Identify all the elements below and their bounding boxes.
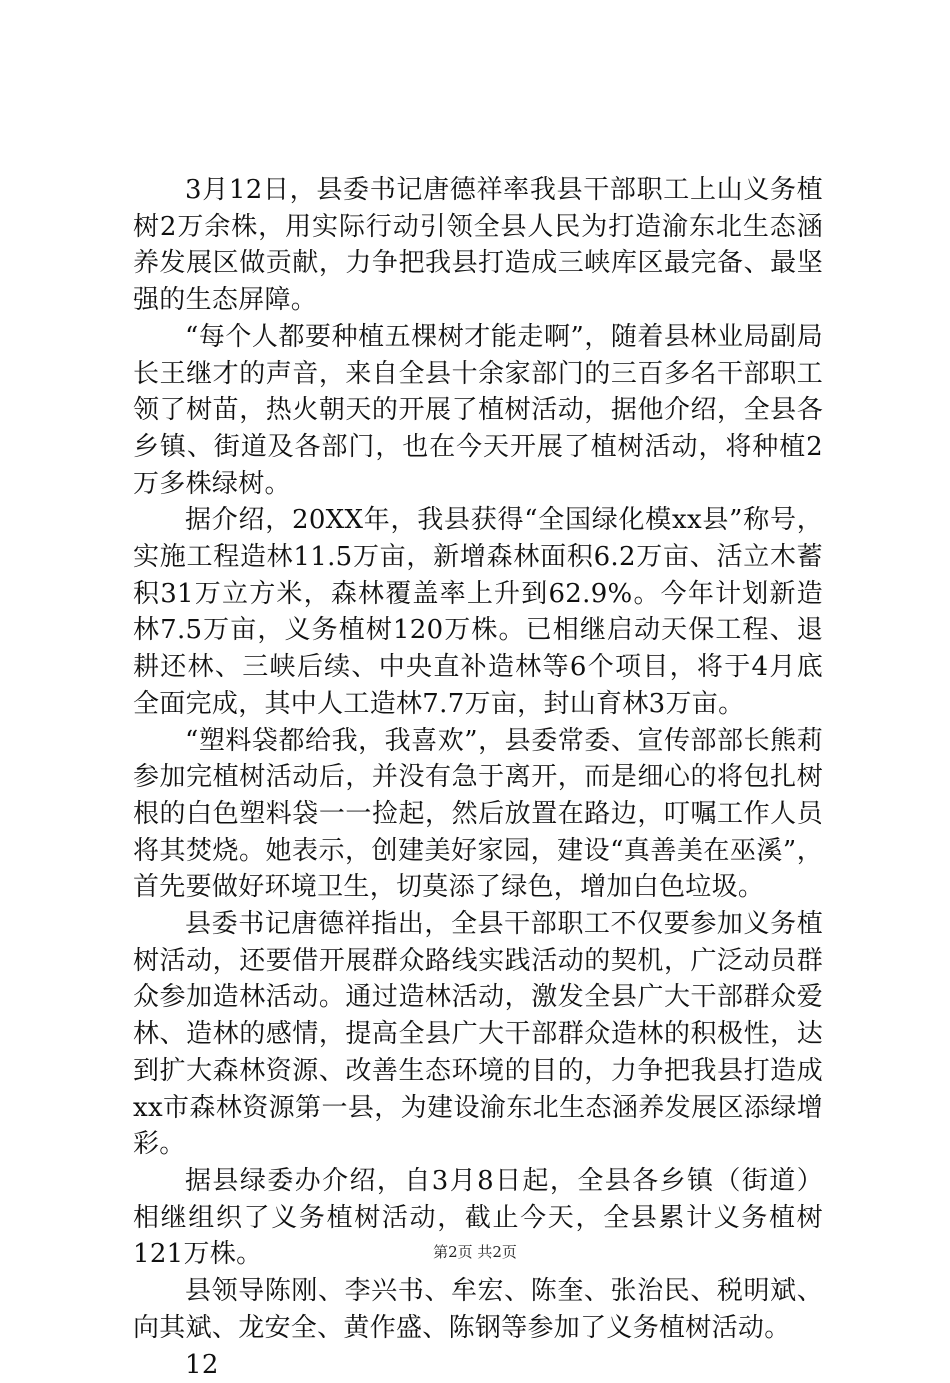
paragraph-4: “塑料袋都给我，我喜欢”，县委常委、宣传部部长熊莉参加完植树活动后，并没有急于离开，而是细心的将包扎树根的白色塑料袋一一捡起，然后放置在路边，叮嘱工作人员将其焚烧。她表示，创建美好家园，建设“真善美在巫溪”，首先要做好环境卫生，切莫添了绿色，增加白色垃圾。 xyxy=(133,723,823,907)
article-body xyxy=(133,172,823,1383)
paragraph-8: 12 xyxy=(133,1347,823,1383)
paragraph-1: 3月12日，县委书记唐德祥率我县干部职工上山义务植树2万余株，用实际行动引领全县人民为打造渝东北生态涵养发展区做贡献，力争把我县打造成三峡库区最完备、最坚强的生态屏障。 xyxy=(133,172,823,319)
paragraph-7: 县领导陈刚、李兴书、牟宏、陈奎、张治民、税明斌、向其斌、龙安全、黄作盛、陈钢等参加了义务植树活动。 xyxy=(133,1273,823,1346)
paragraph-3: 据介绍，20XX年，我县获得“全国绿化模xx县”称号，实施工程造林11.5万亩，新增森林面积6.2万亩、活立木蓄积31万立方米，森林覆盖率上升到62.9%。今年计划新造林7.5万亩，义务植树120万株。已相继启动天保工程、退耕还林、三峡后续、中央直补造林等6个项目，将于4月底全面完成，其中人工造林7.7万亩，封山育林3万亩。 xyxy=(133,502,823,722)
page-footer: 第2页 共2页 xyxy=(0,1242,950,1262)
paragraph-5: 县委书记唐德祥指出，全县干部职工不仅要参加义务植树活动，还要借开展群众路线实践活动的契机，广泛动员群众参加造林活动。通过造林活动，激发全县广大干部群众爱林、造林的感情，提高全县广大干部群众造林的积极性，达到扩大森林资源、改善生态环境的目的，力争把我县打造成xx市森林资源第一县，为建设渝东北生态涵养发展区添绿增彩。 xyxy=(133,906,823,1163)
paragraph-6: 据县绿委办介绍，自3月8日起，全县各乡镇（街道）相继组织了义务植树活动，截止今天，全县累计义务植树121万株。 xyxy=(133,1163,823,1273)
paragraph-2: “每个人都要种植五棵树才能走啊”，随着县林业局副局长王继才的声音，来自全县十余家部门的三百多名干部职工领了树苗，热火朝天的开展了植树活动，据他介绍，全县各乡镇、街道及各部门，也在今天开展了植树活动，将种植2万多株绿树。 xyxy=(133,319,823,503)
